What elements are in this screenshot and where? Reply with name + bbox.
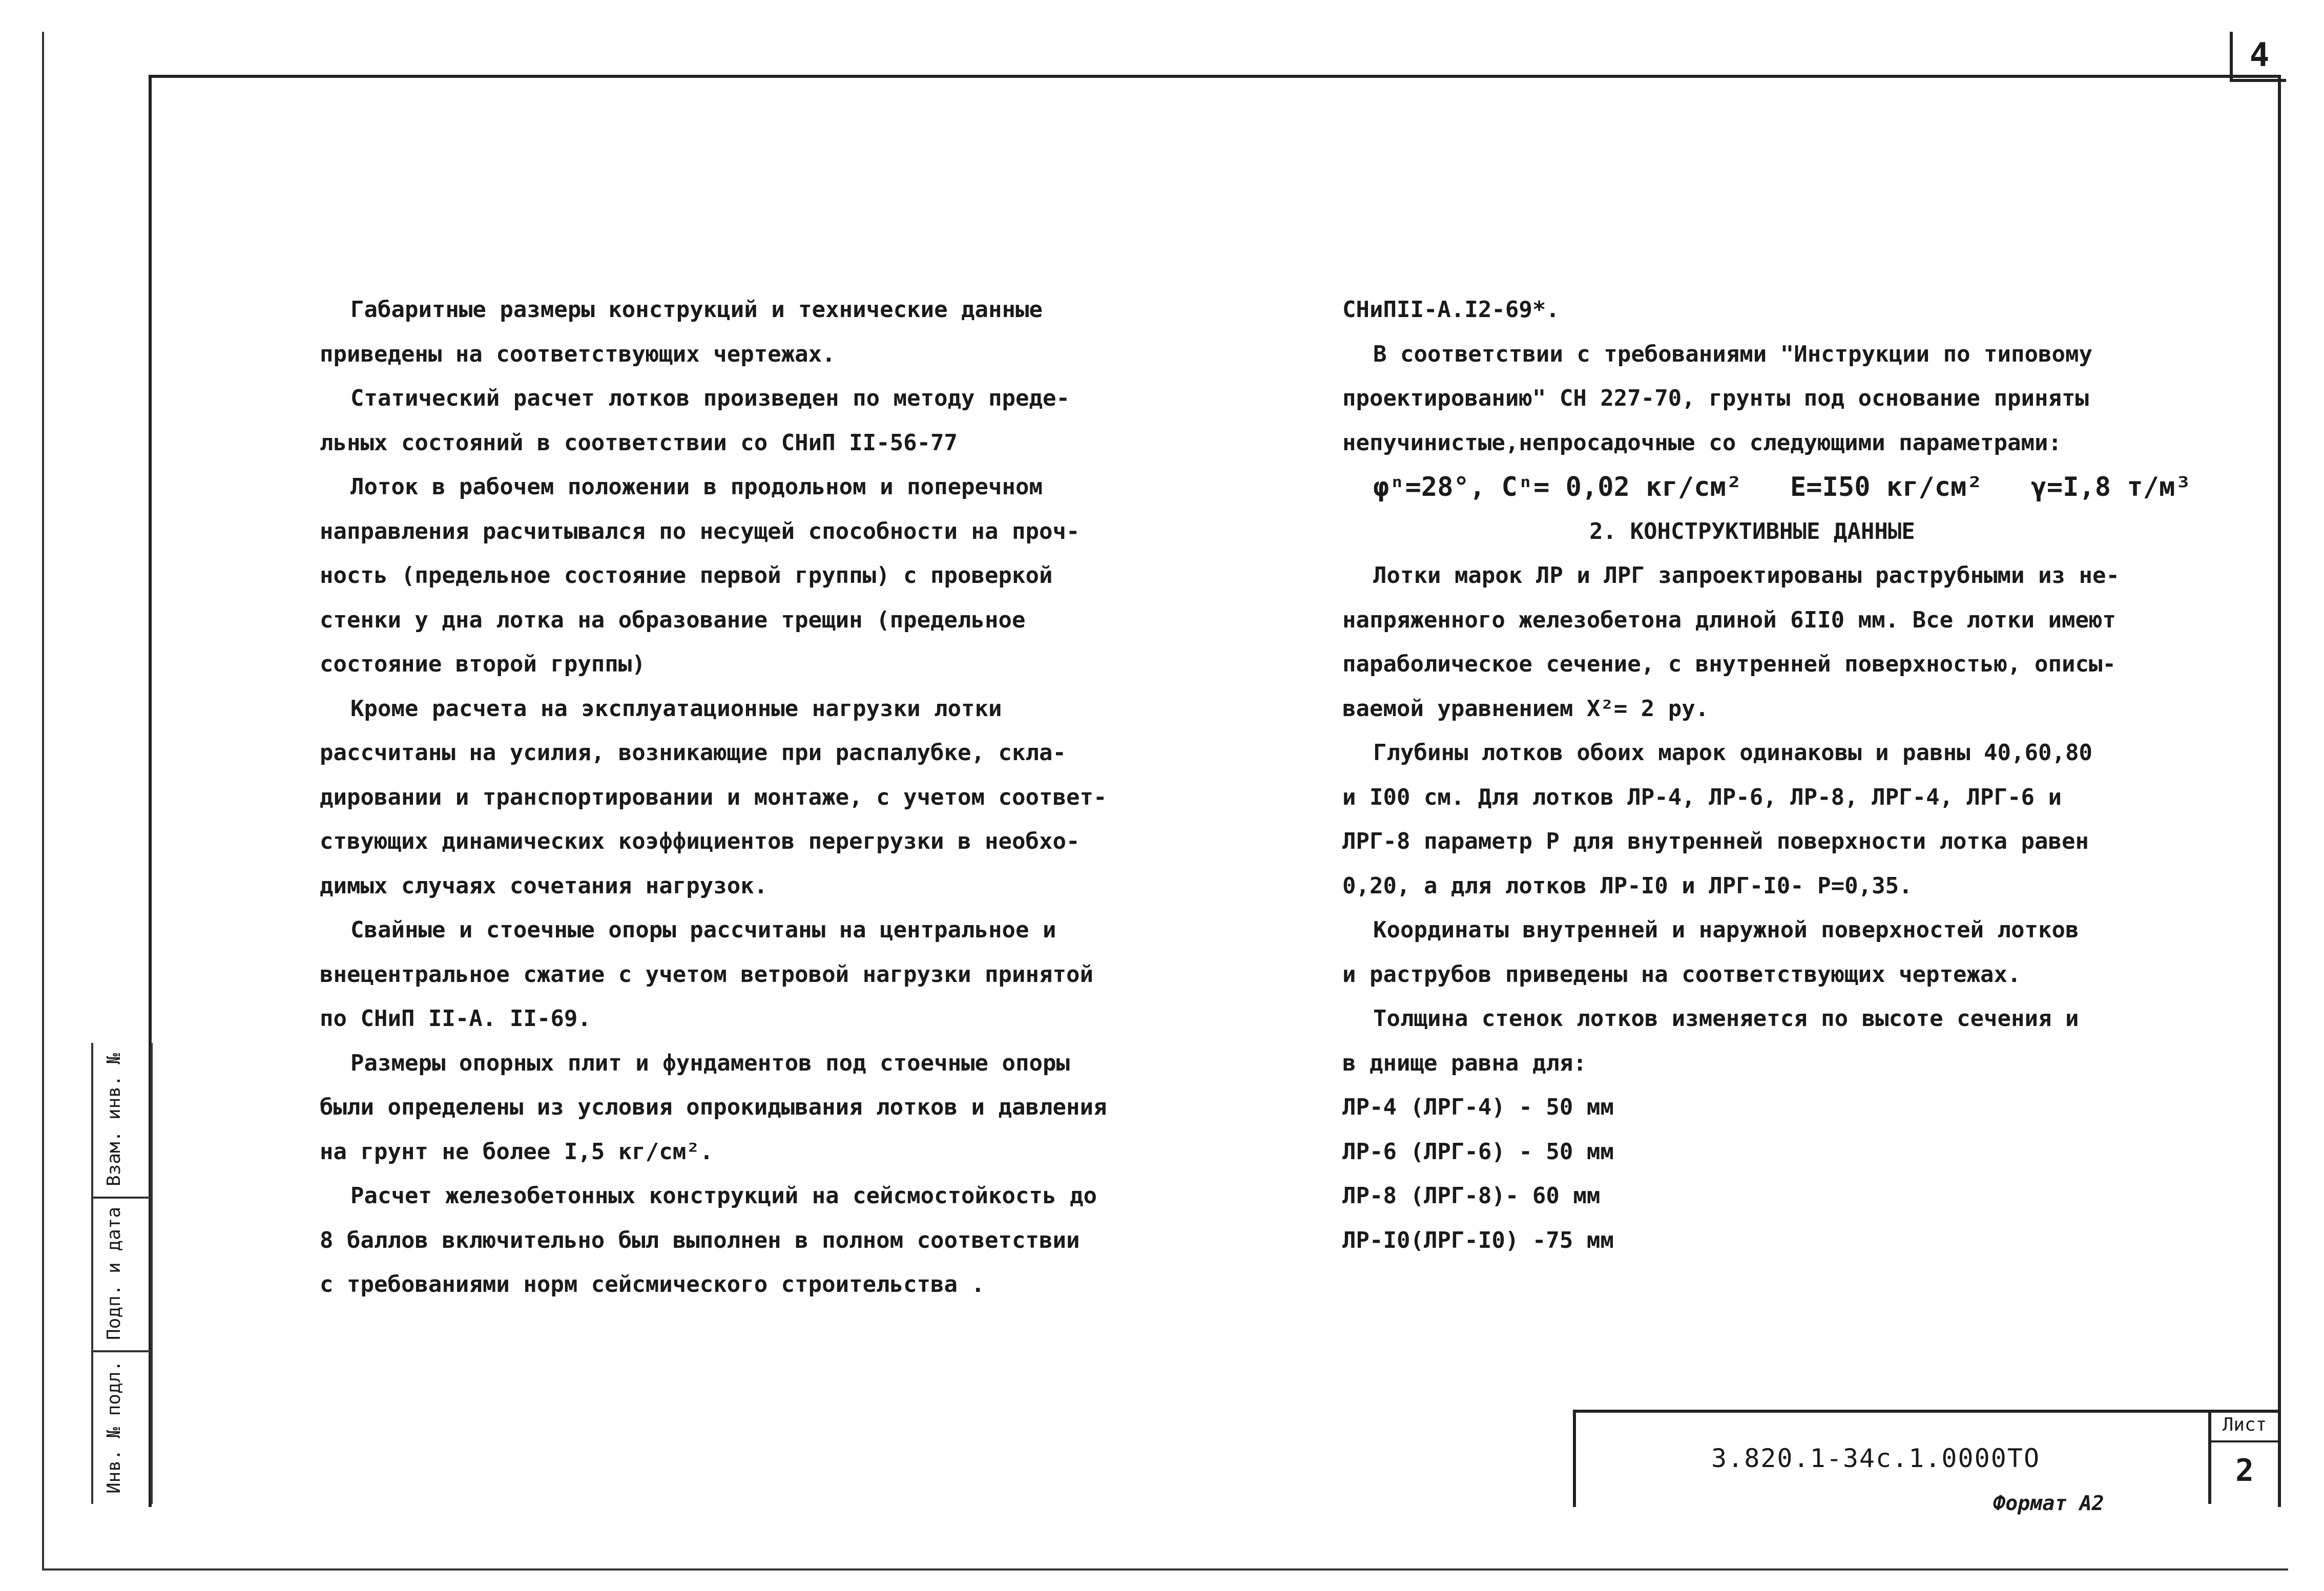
text-line: Координаты внутренней и наружной поверхностей лотков	[1373, 917, 2079, 943]
text-line: Свайные и стоечные опоры рассчитаны на центральное и	[350, 917, 1056, 943]
side-stamp-cell-orig	[93, 1350, 151, 1502]
text-line: димых случаях сочетания нагрузок.	[320, 872, 768, 899]
text-line: были определены из условия опрокидывания лотков и давления	[320, 1094, 1107, 1120]
text-line: ность (предельное состояние первой группы) с проверкой	[320, 562, 1053, 589]
sheet-number: 2	[2235, 1453, 2254, 1489]
text-line: и I00 см. Для лотков ЛР-4, ЛР-6, ЛР-8, ЛРГ-4, ЛРГ-6 и	[1342, 784, 2062, 810]
section-heading: 2. КОНСТРУКТИВНЫЕ ДАННЫЕ	[1589, 518, 1915, 545]
format-label: Формат А2	[1993, 1492, 2104, 1515]
text-line: льных состояний в соответствии со СНиП II-56-77	[320, 429, 958, 456]
side-stamp-label-sign: Подп. и дата	[103, 1206, 125, 1340]
text-line: дировании и транспортировании и монтаже, с учетом соответ-	[320, 784, 1107, 810]
text-line: параболическое сечение, с внутренней поверхностью, описы-	[1342, 651, 2116, 677]
text-line: напряженного железобетона длиной 6II0 мм. Все лотки имеют	[1342, 606, 2116, 633]
soil-parameters-formula: φⁿ=28°, Cⁿ= 0,02 кг/см² E=I50 кг/см² γ=I,8 т/м³	[1373, 472, 2191, 503]
side-stamp-cell-inv	[93, 1043, 151, 1199]
document-code: 3.820.1-34с.1.0000ТО	[1711, 1443, 2041, 1473]
text-line: Размеры опорных плит и фундаментов под стоечные опоры	[350, 1050, 1070, 1076]
right-text-column	[1342, 288, 2213, 1263]
text-line: внецентральное сжатие с учетом ветровой нагрузки принятой	[320, 961, 1093, 988]
text-line: Лотки марок ЛР и ЛРГ запроектированы раструбными из не-	[1373, 562, 2120, 589]
text-line: рассчитаны на усилия, возникающие при распалубке, скла-	[320, 740, 1066, 766]
sheet-cell	[2208, 1410, 2278, 1504]
text-line: Толщина стенок лотков изменяется по высоте сечения и	[1373, 1006, 2079, 1032]
side-stamp-label-orig: Инв. № подл.	[103, 1360, 125, 1494]
side-stamp	[91, 1043, 153, 1504]
text-line: Кроме расчета на эксплуатационные нагрузки лотки	[350, 695, 1002, 722]
thickness-item: ЛР-8 (ЛРГ-8)- 60 мм	[1342, 1183, 1601, 1209]
text-line: ваемой уравнением X²= 2 py.	[1342, 695, 1709, 722]
text-line: Габаритные размеры конструкций и технические данные	[350, 297, 1043, 323]
text-line: и раструбов приведены на соответствующих чертежах.	[1342, 961, 2021, 988]
text-line: проектированию" СН 227-70, грунты под основание приняты	[1342, 385, 2089, 411]
thickness-item: ЛР-6 (ЛРГ-6) - 50 мм	[1342, 1138, 1614, 1165]
text-line: по СНиП II-А. II-69.	[320, 1006, 591, 1032]
text-line: Статический расчет лотков произведен по методу преде-	[350, 385, 1070, 411]
text-line: приведены на соответствующих чертежах.	[320, 341, 836, 367]
text-line: состояние второй группы)	[320, 651, 646, 677]
text-line: 8 баллов включительно был выполнен в полном соответствии	[320, 1227, 1080, 1253]
left-text-column	[320, 288, 1170, 1307]
thickness-item: ЛР-4 (ЛРГ-4) - 50 мм	[1342, 1094, 1614, 1120]
text-line: непучинистые,непросадочные со следующими параметрами:	[1342, 429, 2062, 456]
text-line: Глубины лотков обоих марок одинаковы и равны 40,60,80	[1373, 740, 2092, 766]
text-line: с требованиями норм сейсмического строительства .	[320, 1271, 985, 1297]
snip-reference: СНиПII-А.I2-69*.	[1342, 297, 1560, 323]
text-line: ствующих динамических коэффициентов перегрузки в необхо-	[320, 828, 1080, 854]
side-stamp-label-inv: Взам. инв. №	[103, 1053, 125, 1186]
sheet-header: Лист	[2211, 1410, 2278, 1442]
text-line: в днище равна для:	[1342, 1050, 1587, 1076]
text-line: Расчет железобетонных конструкций на сейсмостойкость до	[350, 1183, 1097, 1209]
text-line: Лоток в рабочем положении в продольном и поперечном	[350, 474, 1043, 500]
text-line: направления расчитывался по несущей способности на проч-	[320, 518, 1080, 545]
side-stamp-cell-sign	[93, 1197, 151, 1352]
text-line: на грунт не более I,5 кг/см².	[320, 1138, 714, 1165]
page-number: 4	[2230, 32, 2286, 82]
text-line: ЛРГ-8 параметр P для внутренней поверхности лотка равен	[1342, 828, 2089, 854]
text-line: 0,20, а для лотков ЛР-I0 и ЛРГ-I0- P=0,35.	[1342, 872, 1913, 899]
thickness-item: ЛР-I0(ЛРГ-I0) -75 мм	[1342, 1227, 1614, 1253]
text-line: В соответствии с требованиями "Инструкции по типовому	[1373, 341, 2092, 367]
text-line: стенки у дна лотка на образование трещин (предельное	[320, 606, 1026, 633]
